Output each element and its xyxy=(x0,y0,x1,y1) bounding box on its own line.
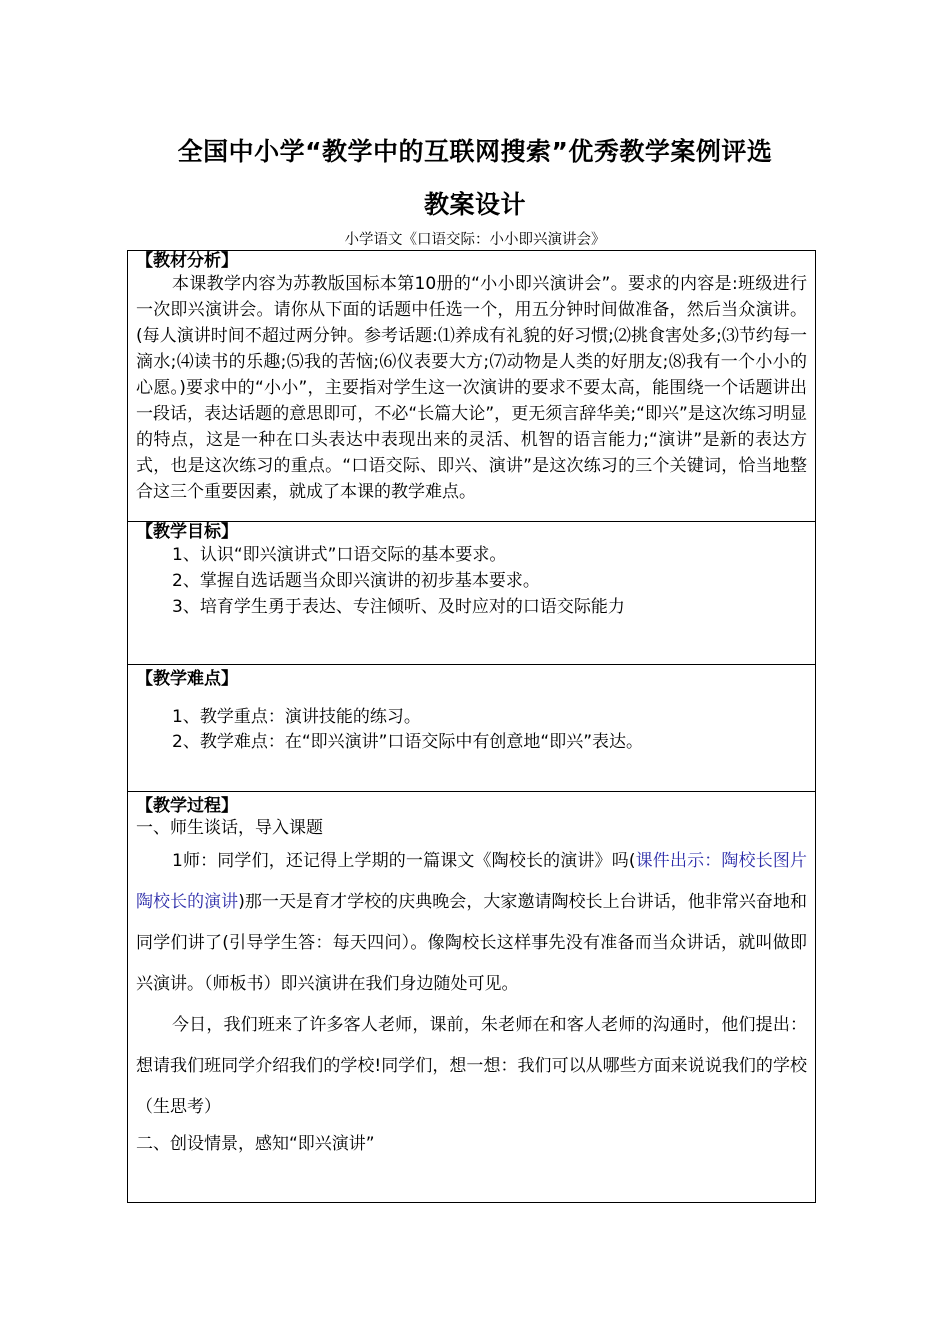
list-item: 2、教学难点：在“即兴演讲”口语交际中有创意地“即兴”表达。 xyxy=(172,732,644,752)
page-title: 全国中小学“教学中的互联网搜索”优秀教学案例评选 xyxy=(177,137,773,166)
material-analysis-body xyxy=(136,271,807,505)
process-step-2: 二、创设情景，感知“即兴演讲” xyxy=(136,1134,375,1154)
list-item: 1、教学重点：演讲技能的练习。 xyxy=(172,707,421,727)
list-item: 3、培育学生勇于表达、专注倾听、及时应对的口语交际能力 xyxy=(172,597,625,617)
paragraph-text: 1师：同学们，还记得上学期的一篇课文《陶校长的演讲》吗( xyxy=(172,851,636,871)
teaching-goals-cell xyxy=(128,522,816,665)
list-item: 2、掌握自选话题当众即兴演讲的初步基本要求。 xyxy=(172,571,540,591)
process-paragraph-1 xyxy=(136,841,824,1005)
process-step-1: 一、师生谈话，导入课题 xyxy=(136,818,323,838)
list-item: 1、认识“即兴演讲式”口语交际的基本要求。 xyxy=(172,545,507,565)
page-subtitle-heading: 教案设计 xyxy=(423,190,526,219)
lesson-plan-table xyxy=(127,250,824,1203)
teaching-difficulties-cell xyxy=(128,665,816,792)
teaching-process-content xyxy=(136,796,824,1157)
teaching-process-cell xyxy=(128,792,824,1203)
teaching-process-heading: 【教学过程】 xyxy=(136,796,238,816)
courseware-reference: 课件出示：陶校长图片 陶校长的演讲 xyxy=(136,851,824,912)
teaching-goals-heading: 【教学目标】 xyxy=(136,522,238,542)
material-analysis-text: 本课教学内容为苏教版国标本第10册的“小小即兴演讲会”。要求的内容是:班级进行一次即兴演讲会。请你从下面的话题中任选一个，用五分钟时间做准备，然后当众演讲。(每人演讲时间不超过两分钟。参考话题:⑴养成有礼貌的好习惯;⑵挑食害处多;⑶节约每一滴水;⑷读书的乐趣;⑸我的苦恼;⑹仪表要大方;⑺动物是人类的好朋友;⑻我有一个小小的心愿。)要求中的“小小”，主要指对学生这一次演讲的要求不要太高，能围绕一个话题讲出一段话，表达话题的意思即可，不必“长篇大论”，更无须言辞华美;“即兴”是这次练习明显的特点，这是一种在口头表达中表现出来的灵活、机智的语言能力;“演讲”是新的表达方式，也是这次练习的重点。“口语交际、即兴、演讲”是这次练习的三个关键词，恰当地整合这三个重要因素，就成了本课的教学难点。 xyxy=(136,274,807,502)
material-analysis-heading: 【教材分析】 xyxy=(136,251,238,271)
material-analysis-cell xyxy=(128,251,816,522)
lesson-subtitle: 小学语文《口语交际：小小即兴演讲会》 xyxy=(344,232,606,248)
process-paragraph-2: 今日，我们班来了许多客人老师，课前，朱老师在和客人老师的沟通时，他们提出：想请我们班同学介绍我们的学校!同学们，想一想：我们可以从哪些方面来说说我们的学校（生思考） xyxy=(136,1015,807,1117)
teaching-goals-list xyxy=(136,542,807,620)
teaching-difficulties-list xyxy=(136,705,807,755)
paragraph-text: )那一天是育才学校的庆典晚会，大家邀请陶校长上台讲话，他非常兴奋地和同学们讲了(引导学生答：每天四问）。像陶校长这样事先没有准备而当众讲话，就叫做即兴演讲。（师板书）即兴演讲在我们身边随处可见。 xyxy=(136,892,807,994)
teaching-difficulties-heading: 【教学难点】 xyxy=(136,669,238,689)
